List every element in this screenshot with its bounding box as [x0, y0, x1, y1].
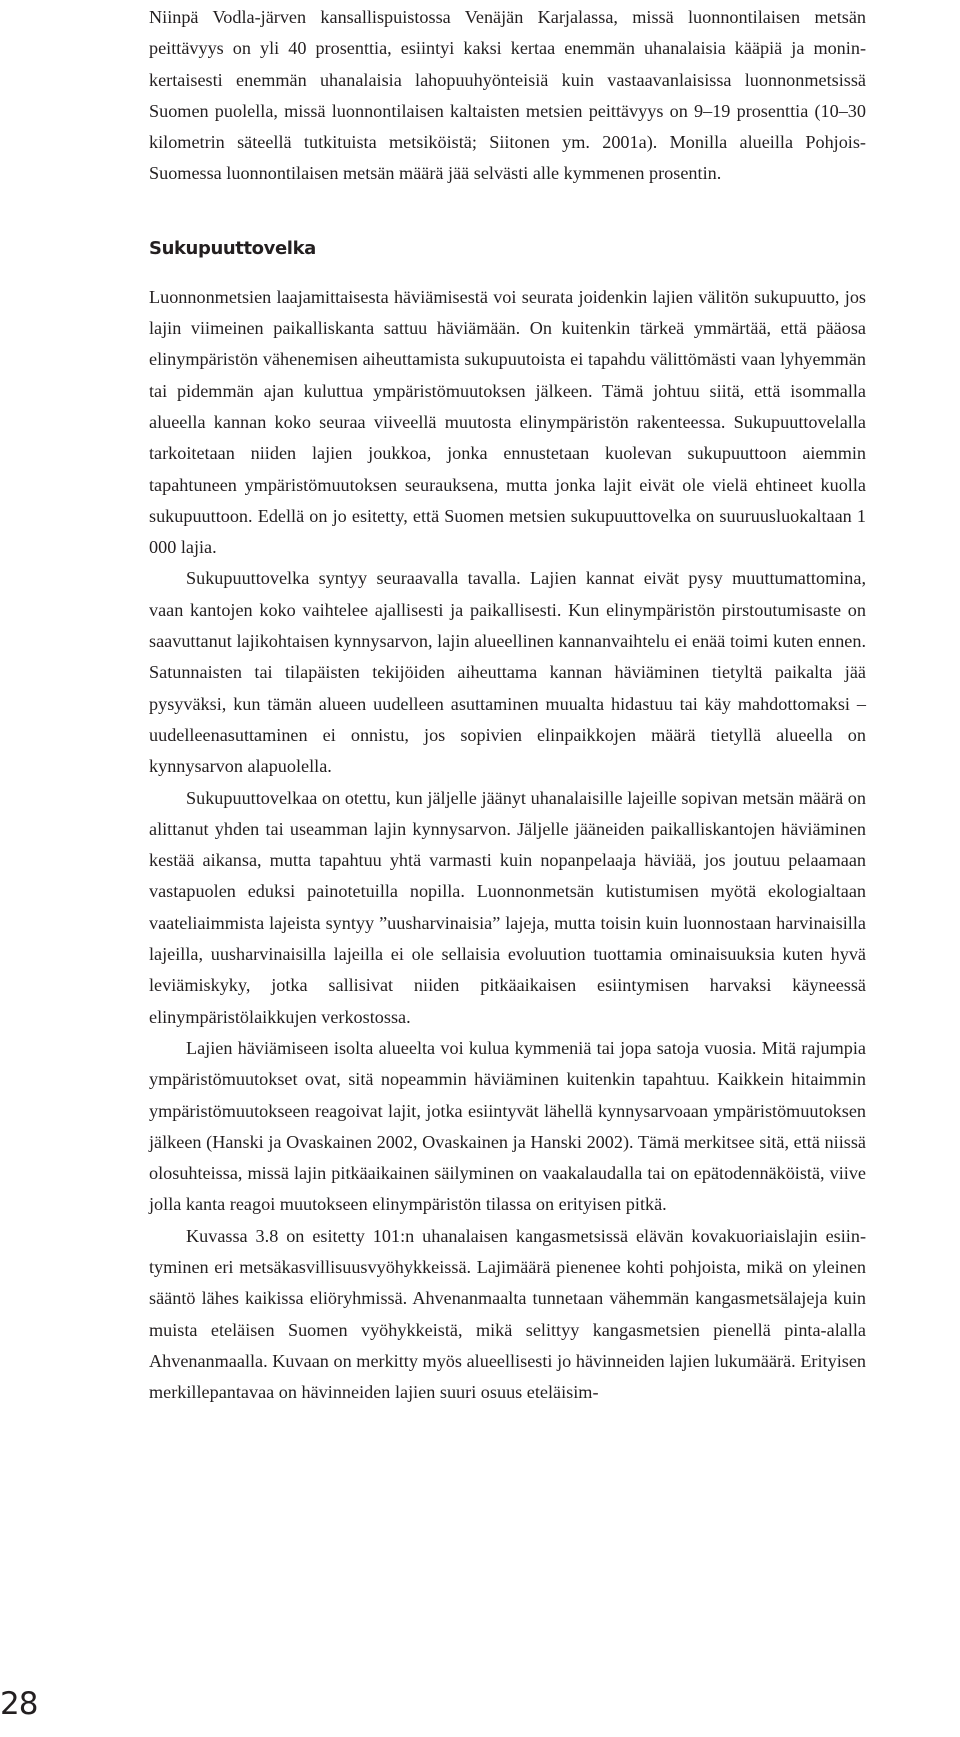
text-column: [149, 2, 866, 1408]
page-number: 28: [0, 1686, 38, 1722]
section-heading: Sukupuuttovelka: [149, 237, 316, 259]
body-paragraph-5: Kuvassa 3.8 on esitetty 101:n uhanalaisen kangasmetsissä elävän kovakuoriaislajin esiintyminen eri metsäkasvillisuusvyöhykkeissä. Lajimäärä pienenee kohti pohjoista, mikä on yleinen sääntö lähes kaikissa eliöryhmissä. Ahvenanmaalta tunnetaan vähemmän kangasmetsälajeja kuin muista eteläisen Suomen vyöhykkeistä, mikä selittyy kangasmetsien pienellä pinta-alalla Ahvenanmaalla. Kuvaan on merkitty myös alueellisesti jo hävinneiden lajien lukumäärä. Erityisen merkillepantavaa on hävinneiden lajien suuri osuus eteläisim-: [149, 1225, 866, 1403]
body-paragraph-2: Sukupuuttovelka syntyy seuraavalla tavalla. Lajien kannat eivät pysy muuttumattomina, vaan kantojen koko vaihtelee ajallisesti ja paikallisesti. Kun elinympäristön pirstoutumisaste on saavuttanut lajikohtaisen kynnysarvon, lajin alueellinen kannanvaihtelu ei enää toimi kuten ennen. Satunnaisten tai tilapäisten tekijöiden aiheuttama kannan häviäminen tietyltä paikalta jää pysyväksi, kun tämän alueen uudelleen asuttaminen muualta hidastuu tai käy mahdottomaksi – uudelleenasuttaminen ei onnistu, jos sopivien elinpaikkojen määrä tietyllä alueella on kynnysarvon alapuolella.: [149, 568, 866, 777]
body-paragraph-4: Lajien häviämiseen isolta alueelta voi kulua kymmeniä tai jopa satoja vuosia. Mitä rajumpia ympäristömuutokset ovat, sitä nopeammin häviäminen kuitenkin tapahtuu. Kaikkein hitaimmin ympäristömuutokseen reagoivat lajit, jotka esiintyvät lähellä kynnysarvoaan ympäristömuutoksen jälkeen (Hanski ja Ovaskainen 2002, Ovaskainen ja Hanski 2002). Tämä merkitsee sitä, että niissä olosuhteissa, missä lajin pitkäaikainen säilyminen on vaakalaudalla tai on epätodennäköistä, viive jolla kanta reagoi muutokseen elinympäristön tilassa on erityisen pitkä.: [149, 1037, 866, 1215]
body-paragraph-3: Sukupuuttovelkaa on otettu, kun jäljelle jäänyt uhanalaisille lajeille sopivan metsän määrä on alittanut yhden tai useamman lajin kynnysarvon. Jäljelle jääneiden paikalliskantojen häviäminen kestää aikansa, mutta tapahtuu yhtä varmasti kuin nopanpelaaja häviää, jos joutuu pelaamaan vastapuolen eduksi painotetuilla nopilla. Luonnonmetsän kutistumisen myötä ekologialtaan vaateliaimmista lajeista syntyy ”uusharvinaisia” lajeja, mutta toisin kuin luonnostaan harvinaisilla lajeilla, uusharvinaisilla lajeilla ei ole sellaisia evoluution tuottamia ominaisuuksia kuten hyvä leviämiskyky, jotka sallisivat niiden pitkäaikaisen esiintymisen harvaksi käyneessä elinympäristölaikkujen verkostossa.: [149, 787, 866, 1027]
intro-paragraph: Niinpä Vodla-järven kansallispuistossa Venäjän Karjalassa, missä luonnontilaisen metsän peittävyys on yli 40 prosenttia, esiintyi kaksi kertaa enemmän uhanalaisia kääpiä ja moninkertaisesti enemmän uhanalaisia lahopuuhyönteisiä kuin vastaavanlaisissa luonnonmetsissä Suomen puolella, missä luonnontilaisen kaltaisten metsien peittävyys on 9–19 prosenttia (10–30 kilometrin säteellä tutkituista metsiköistä; Siitonen ym. 2001a). Monilla alueilla Pohjois-Suomessa luonnontilaisen metsän määrä jää selvästi alle kymmenen prosentin.: [149, 7, 866, 184]
body-paragraph-1: Luonnonmetsien laajamittaisesta häviämisestä voi seurata joidenkin lajien välitön sukupuutto, jos lajin viimeinen paikalliskanta sattuu häviämään. On kuitenkin tärkeä ymmärtää, että pääosa elinympäristön vähenemisen aiheuttamista sukupuutoista ei tapahdu välittömästi vaan lyhyemmän tai pidemmän ajan kuluttua ympäristömuutoksen jälkeen. Tämä johtuu siitä, että isommalla alueella kannan koko seuraa viiveellä muutosta elinympäristön rakenteessa. Sukupuuttovelalla tarkoitetaan niiden lajien joukkoa, jonka ennustetaan kuolevan sukupuuttoon aiemmin tapahtuneen ympäristömuutoksen seurauksena, mutta jonka lajit eivät ole vielä ehtineet kuolla sukupuuttoon. Edellä on jo esitetty, että Suomen metsien sukupuuttovelka on suuruusluokaltaan 1 000 lajia.: [149, 286, 866, 558]
